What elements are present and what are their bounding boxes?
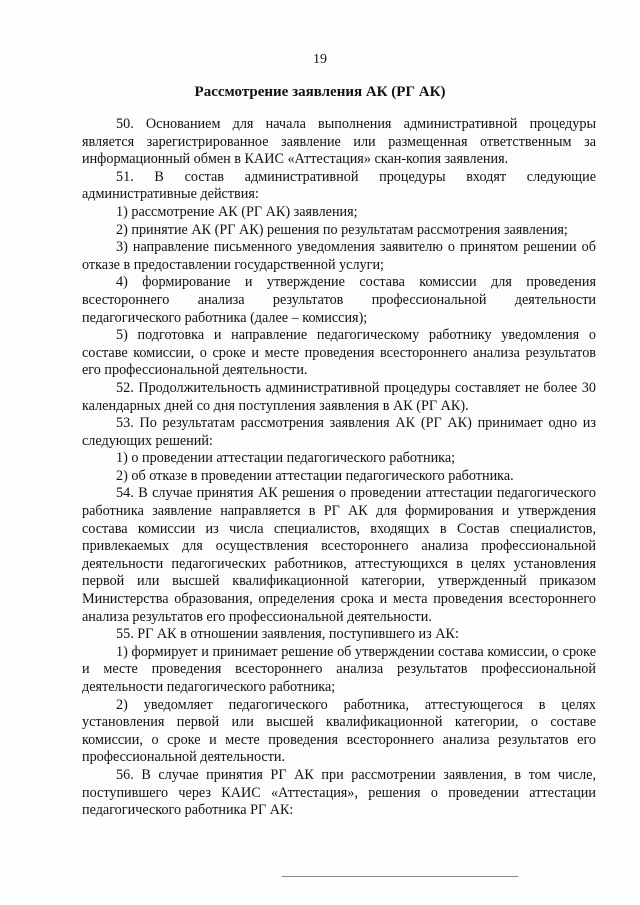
paragraph: 52. Продолжительность административной процедуры составляет не более 30 календарных дней со дня поступления заявления в АК (РГ АК). bbox=[82, 379, 596, 414]
list-item: 1) рассмотрение АК (РГ АК) заявления; bbox=[116, 203, 358, 220]
list-item: 3) направление письменного уведомления заявителю о принятом решении об отказе в предоставлении государственной услуги; bbox=[82, 239, 596, 273]
list-item: 1) о проведении аттестации педагогического работника; bbox=[116, 450, 456, 467]
list-item: 5) подготовка и направление педагогическому работнику уведомления о составе комиссии, о сроке и месте проведения всестороннего анализа результатов его профессиональной деятельности. bbox=[82, 327, 596, 379]
list-item: 2) уведомляет педагогического работника, аттестующегося в целях установления первой или высшей квалификационной категории, о составе комиссии, о сроке и месте проведения всестороннего анализа результатов его профессиональной деятельности. bbox=[82, 696, 596, 766]
paragraph: 56. В случае принятия РГ АК при рассмотрении заявления, в том числе, поступившего через КАИС «Аттестация», решения о проведении аттестации педагогического работника РГ АК: bbox=[82, 766, 596, 819]
document-body bbox=[82, 116, 596, 820]
paragraph: 53. По результатам рассмотрения заявления АК (РГ АК) принимает одно из следующих решений: bbox=[82, 415, 596, 449]
page-number: 19 bbox=[313, 52, 327, 67]
paragraph: 54. В случае принятия АК решения о проведении аттестации педагогического работника заявление направляется в РГ АК для формирования и утверждения состава комиссии из числа специалистов, входящих в Состав специалистов, привлекаемых для осуществления всестороннего анализа профессиональной деятельности педагогических работников, аттестующихся в целях установления первой или высшей квалификационной категории, утвержденный приказом Министерства образования, определения срока и места проведения всестороннего анализа результатов его профессиональной деятельности. bbox=[82, 485, 596, 625]
section-title: Рассмотрение заявления АК (РГ АК) bbox=[194, 84, 446, 100]
footer-rule bbox=[282, 876, 518, 877]
list-item: 2) об отказе в проведении аттестации педагогического работника. bbox=[116, 467, 514, 484]
list-item: 2) принятие АК (РГ АК) решения по результатам рассмотрения заявления; bbox=[116, 221, 568, 238]
list-item: 1) формирует и принимает решение об утверждении состава комиссии, о сроке и месте проведения всестороннего анализа результатов профессиональной деятельности педагогического работника; bbox=[82, 643, 596, 695]
list-item: 4) формирование и утверждение состава комиссии для проведения всестороннего анализа результатов профессиональной деятельности педагогического работника (далее – комиссия); bbox=[82, 274, 596, 326]
paragraph: 50. Основанием для начала выполнения административной процедуры является зарегистрированное заявление или размещенная ответственным за информационный обмен в КАИС «Аттестация» скан-копия заявления. bbox=[82, 116, 596, 168]
paragraph: 55. РГ АК в отношении заявления, поступившего из АК: bbox=[116, 626, 459, 643]
paragraph: 51. В состав административной процедуры входят следующие административные действия: bbox=[82, 168, 596, 203]
